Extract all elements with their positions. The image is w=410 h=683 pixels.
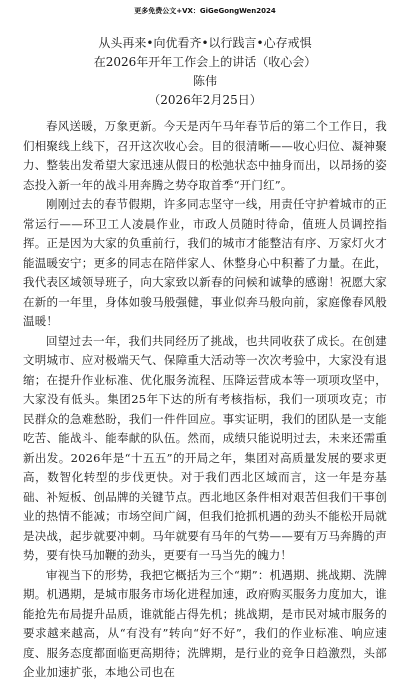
paragraph: 刚刚过去的春节假期，许多同志坚守一线，用责任守护着城市的正常运行——环卫工人凌晨作业，市政人员随时待命，值班人员调控指挥。正是因为大家的负重前行，我们的城市才能整洁有序、万家灯火才能温暖安宁；更多的同志在陪伴家人、休整身心中积蓄了力量。在此，我代表区域领导班子，向大家致以新春的问候和诚挚的感谢！祝愿大家在新的一年里，身体如骏马般强健，事业似奔马般向前，家庭像春风般温暖！ (23, 197, 387, 328)
header-text: 更多免费公文+VX：GiGeGongWen2024 (134, 7, 276, 15)
paragraph: 审视当下的形势，我把它概括为三个“期”：机遇期、挑战期、洗牌期。机遇期，是城市服务市场化进程加速，政府购买服务力度加大，谁能抢先布局提升品质，谁就能占得先机；挑战期，是市民对城市服务的要求越来越高，从“有没有”转向“好不好”，我们的作业标准、响应速度、服务态度都面临更高期待；洗牌期，是行业的竞争日趋激烈，头部企业加速扩张，本地公司也在 (23, 567, 387, 679)
page-header-banner (0, 0, 410, 22)
document-motto: 从头再来•向优看齐•以行践言•心存戒惧 (98, 36, 312, 50)
document-body (23, 34, 387, 683)
document-title: 在2026年开年工作会上的讲话（收心会） (93, 55, 317, 69)
paragraph: 春风送暖，万象更新。今天是丙午马年春节后的第二个工作日，我们相聚线上线下，召开这次收心会。目的很清晰——收心归位、凝神聚力、整装出发希望大家迅速从假日的松弛状态中抽身而出，以昂扬的姿态投入新一年的战斗用奔腾之势夺取首季“开门红”。 (23, 119, 387, 192)
paragraph: 回望过去一年，我们共同经历了挑战，也共同收获了成长。在创建文明城市、应对极端天气、保障重大活动等一次次考验中，大家没有退缩；在提升作业标准、优化服务流程、压降运营成本等一项项攻坚中，大家没有低头。集团25年下达的所有考核指标，我们一项项攻克；市民群众的急难愁盼，我们一件件回应。事实证明，我们的团队是一支能吃苦、能战斗、能奉献的队伍。然而，成绩只能说明过去，未来还需重新出发。2026年是“十五五”的开局之年，集团对高质量发展的要求更高，数智化转型的步伐更快。对于我们西北区域而言，这一年是夯基础、补短板、创品牌的关键节点。西北地区条件相对艰苦但我们干事创业的热情不能减；市场空间广阔，但我们抢抓机遇的劲头不能松开局就是决战，起步就要冲刺。马年就要有马年的气势——要有万马奔腾的声势，要有快马加鞭的劲头，更要有一马当先的魄力！ (23, 333, 387, 562)
document-author: 陈伟 (192, 74, 217, 88)
document-date: （2026年2月25日） (148, 93, 262, 107)
